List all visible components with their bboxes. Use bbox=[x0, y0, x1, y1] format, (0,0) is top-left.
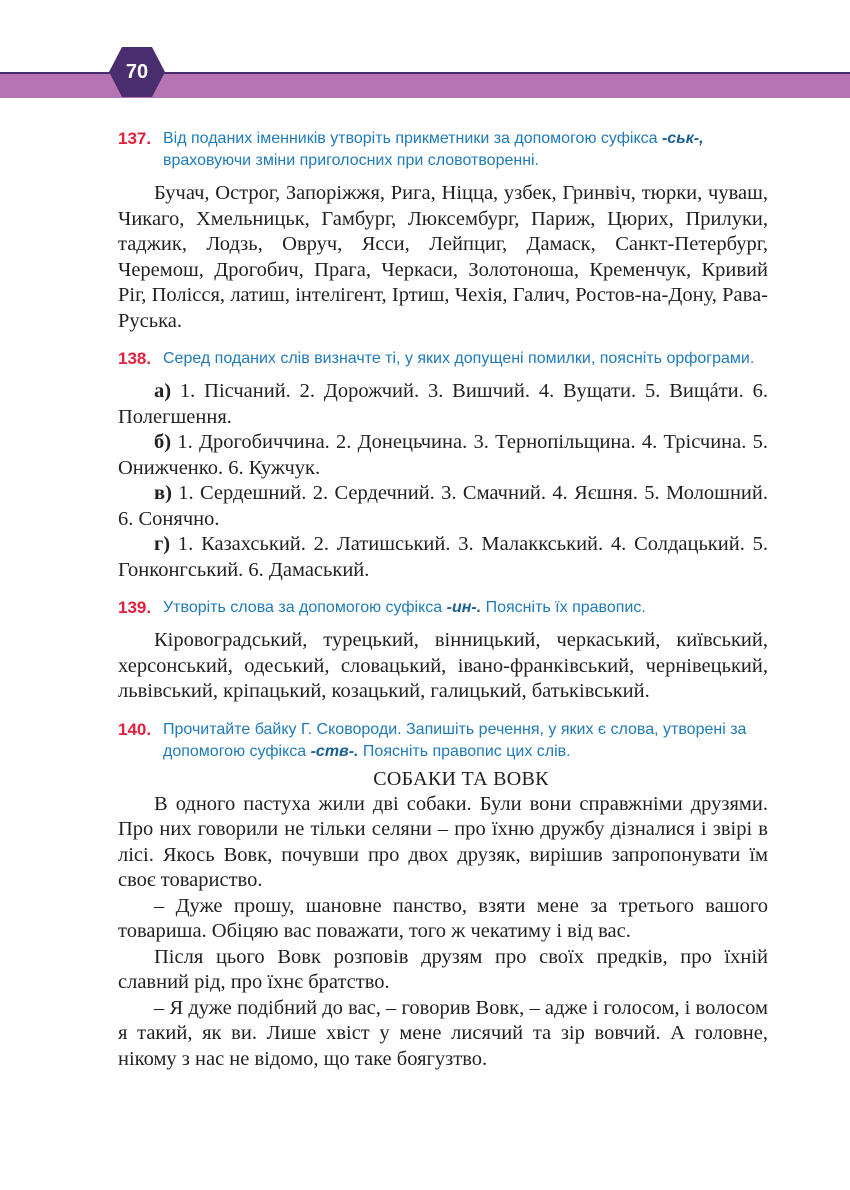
fable-paragraph: Після цього Вовк розповів друзям про своїх предків, про їхній славний рід, про їхнє братство. bbox=[118, 945, 768, 993]
task-138-header bbox=[118, 348, 768, 370]
page-content bbox=[118, 128, 768, 1072]
task-instruction: Серед поданих слів визначте ті, у яких допущені помилки, поясніть орфограми. bbox=[163, 350, 755, 367]
task-number: 140. bbox=[118, 719, 152, 739]
fable-paragraph: – Дуже прошу, шановне панство, взяти мене за третього вашого товариша. Обіцяю вас поважати, того ж чекатиму і від вас. bbox=[118, 894, 768, 942]
suffix-highlight: -ств-. bbox=[310, 742, 359, 760]
item-label: б) bbox=[154, 431, 172, 453]
task-number: 139. bbox=[118, 598, 152, 617]
task-138-list bbox=[118, 379, 768, 583]
instruction-text: Утворіть слова за допомогою суфікса bbox=[163, 599, 447, 616]
list-item bbox=[118, 430, 768, 481]
item-text: 1. Сердешний. 2. Сердечний. 3. Смачний. 4. Яєшня. 5. Молошний. 6. Сонячно. bbox=[118, 482, 768, 530]
instruction-text: Прочитайте байку Г. Сковороди. Запишіть речення, у яких є слова, утворені за допомогою суфікса bbox=[163, 720, 747, 760]
instruction-text: враховуючи зміни приголосних при словотворенні. bbox=[163, 152, 540, 169]
suffix-highlight: -ин-. bbox=[446, 599, 482, 616]
task-number: 137. bbox=[118, 129, 152, 148]
fable-title: СОБАКИ ТА ВОВК bbox=[373, 767, 549, 790]
item-label: а) bbox=[154, 380, 172, 402]
list-item bbox=[118, 379, 768, 430]
fable-paragraph: В одного пастуха жили дві собаки. Були вони справжніми друзями. Про них говорили не тільки селяни – про їхню дружбу дізналися і звірі в лісі. Якось Вовк, почувши про двох друзяк, вирішив запропонувати їм своє товариство. bbox=[118, 792, 768, 891]
list-item bbox=[118, 532, 768, 583]
fable-paragraph: – Я дуже подібний до вас, – говорив Вовк, – адже і голосом, і волосом я такий, як ви. Лише хвіст у мене лисячий та зір вовчий. А головне, нікому з нас не відомо, що таке боягузтво. bbox=[118, 996, 768, 1070]
task-number: 138. bbox=[118, 349, 152, 368]
item-text: 1. Дрогобиччина. 2. Донецьчина. 3. Тернопільщина. 4. Трісчина. 5. Онижченко. 6. Кужчук. bbox=[118, 431, 768, 479]
page-number: 70 bbox=[125, 61, 149, 83]
task-140-header bbox=[118, 719, 768, 763]
task-137-header bbox=[118, 128, 768, 172]
item-label: г) bbox=[154, 533, 171, 555]
instruction-text: Від поданих іменників утворіть прикметники за допомогою суфікса bbox=[163, 130, 662, 147]
task-139-header bbox=[118, 597, 768, 619]
item-label: в) bbox=[154, 482, 172, 504]
task-139-body: Кіровоградський, турецький, вінницький, черкаський, київський, херсонський, одеський, словацький, івано-франківський, чернівецький, львівський, кріпацький, козацький, галицький, батьківський. bbox=[118, 629, 768, 702]
task-137-body: Бучач, Острог, Запоріжжя, Рига, Ніцца, узбек, Гринвіч, тюрки, чуваш, Чикаго, Хмельницьк, Гамбург, Люксембург, Париж, Цюрих, Прилуки, таджик, Лодзь, Овруч, Ясси, Лейпциг, Дамаск, Санкт-Петербург, Черемош, Дрогобич, Прага, Черкаси, Золотоноша, Кременчук, Кривий Ріг, Полісся, латиш, інтелігент, Іртиш, Чехія, Галич, Ростов-на-Дону, Рава-Руська. bbox=[118, 182, 768, 332]
task-instruction bbox=[163, 128, 768, 172]
list-item bbox=[118, 481, 768, 532]
task-instruction bbox=[163, 719, 768, 763]
item-text: 1. Пісчаний. 2. Дорожчий. 3. Вишчий. 4. Вущати. 5. Вищáти. 6. Полегшення. bbox=[118, 380, 768, 428]
instruction-text: Поясніть правопис цих слів. bbox=[358, 742, 571, 760]
item-text: 1. Казахський. 2. Латишський. 3. Малаккський. 4. Солдацький. 5. Гонконгський. 6. Дамаський. bbox=[118, 533, 768, 581]
task-instruction bbox=[163, 597, 768, 619]
suffix-highlight: -ськ-, bbox=[661, 130, 704, 147]
page-number-badge bbox=[108, 46, 166, 98]
instruction-text: Поясніть їх правопис. bbox=[481, 599, 646, 616]
